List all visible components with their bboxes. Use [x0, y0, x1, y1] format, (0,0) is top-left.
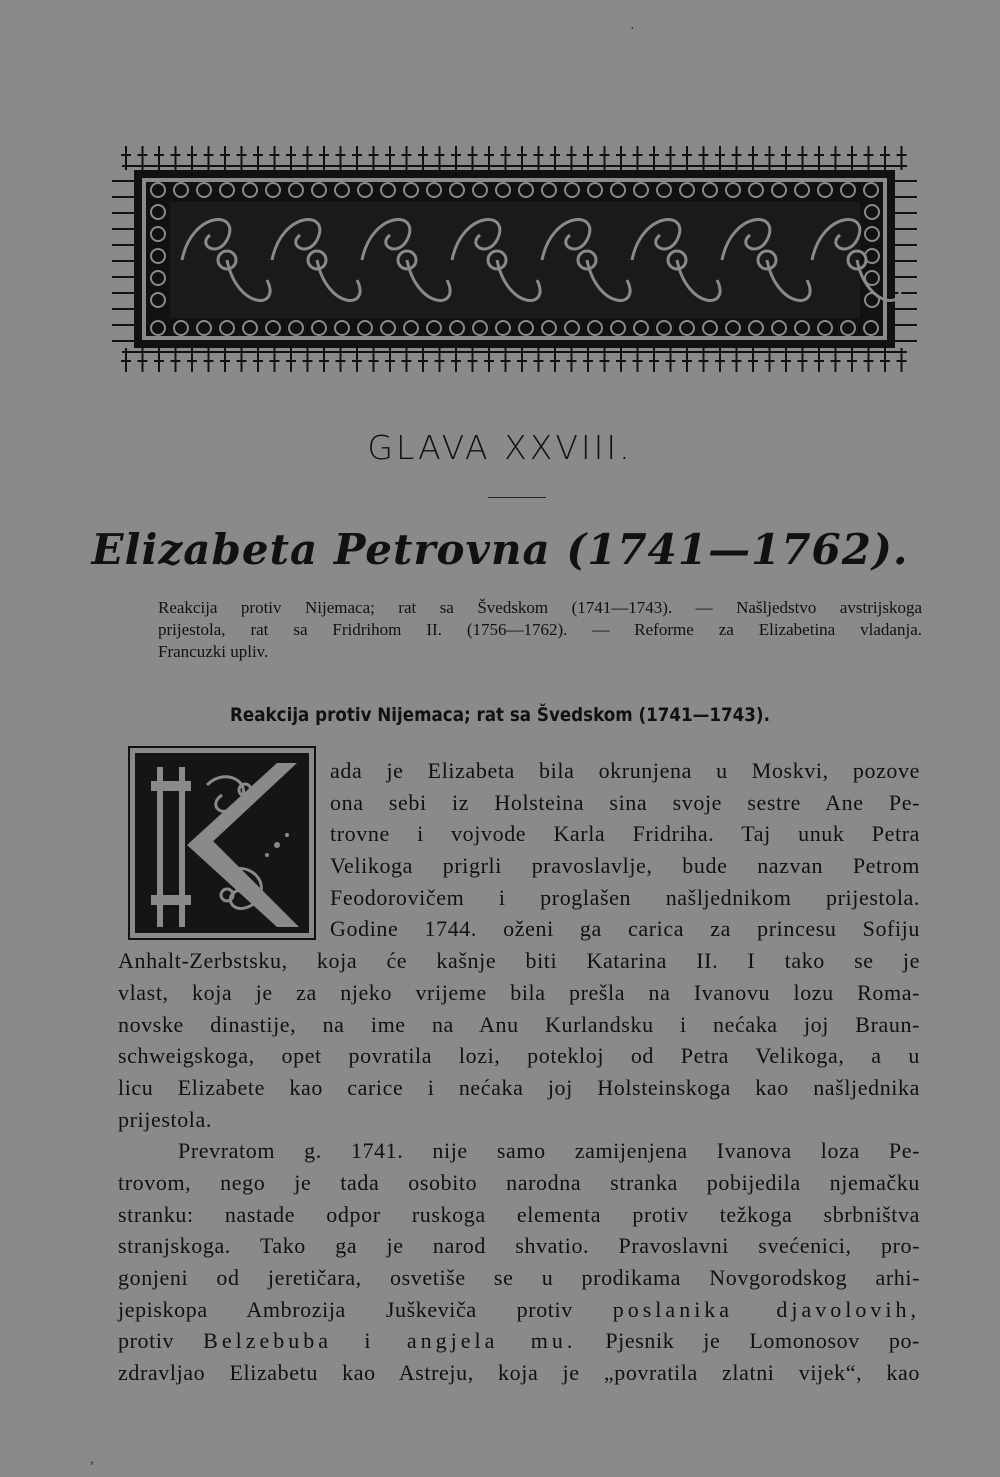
body-line: vlast, koja je za njeko vrijeme bila prešla na Ivanovu lozu Roma-: [118, 979, 920, 1005]
body-line: ada je Elizabeta bila okrunjena u Moskvi, pozove: [330, 758, 920, 783]
body-line: schweigskoga, opet povratila lozi, potekloj od Petra Velikoga, a u: [118, 1043, 920, 1069]
body-line: Godine 1744. oženi ga carica za princesu Sofiju: [330, 916, 920, 942]
chapter-divider: [488, 497, 546, 498]
spaced-emphasis: Belzebuba i angjela mu.: [203, 1328, 577, 1354]
body-line: Feodorovičem i proglašen našljednikom prijestola.: [330, 884, 920, 910]
body-line: trovom, nego je tada osobito narodna stranka pobijedila njemačku: [118, 1169, 920, 1195]
body-line: ona sebi iz Holsteina sina svoje sestre Ane Pe-: [330, 789, 920, 815]
section-subheading: Reakcija protiv Nijemaca; rat sa Švedskom (1741—1743).: [230, 704, 770, 726]
body-fragment: protiv: [118, 1328, 175, 1354]
body-line: Velikoga prigrli pravoslavlje, bude nazvan Petrom: [330, 853, 920, 879]
body-line-mixed: [118, 1325, 920, 1357]
chapter-summary: [158, 597, 922, 663]
summary-line: Reakcija protiv Nijemaca; rat sa Švedskom (1741—1743). — Našljedstvo avstrijskoga: [158, 598, 922, 617]
chapter-heading: GLAVA XXVIII.: [367, 428, 633, 467]
summary-line: prijestola, rat sa Fridrihom II. (1756—1762). — Reforme za Elizabetina vladanja.: [158, 620, 922, 639]
body-fragment: Pjesnik je Lomonosov po-: [605, 1328, 920, 1354]
summary-line: Francuzki upliv.: [158, 642, 269, 661]
spaced-emphasis: poslanika djavolovih,: [612, 1296, 920, 1322]
ornamental-headpiece: [112, 140, 917, 378]
body-line: stranjskoga. Tako ga je narod shvatio. Pravoslavni svećenici, pro-: [118, 1233, 920, 1259]
body-line: trovne i vojvode Karla Fridriha. Taj unuk Petra: [330, 821, 920, 847]
body-line: stranku: nastade odpor ruskoga elementa protiv težkoga sbrbništva: [118, 1201, 920, 1227]
body-line: Prevratom g. 1741. nije samo zamijenjena Ivanova loza Pe-: [178, 1138, 920, 1164]
body-line: novske dinastije, na ime na Anu Kurlandsku i nećaka joj Braun-: [118, 1011, 920, 1037]
print-speck: ·: [630, 22, 635, 37]
body-line: Anhalt-Zerbstsku, koja će kašnje biti Katarina II. I tako se je: [118, 948, 920, 974]
body-line-mixed: [118, 1294, 920, 1326]
body-line: licu Elizabete kao carice i nećaka joj Holsteinskoga kao našljednika: [118, 1074, 920, 1100]
body-line: prijestola.: [118, 1106, 212, 1132]
body-text: [118, 755, 920, 1389]
print-speck: ,: [90, 1452, 94, 1467]
body-line: zdravljao Elizabetu kao Astreju, koja je „povratila zlatni vijek“, kao: [118, 1360, 920, 1386]
body-fragment: jepiskopa Ambrozija Juškeviča protiv: [118, 1296, 573, 1322]
body-line: gonjeni od jeretičara, osvetiše se u prodikama Novgorodskog arhi-: [118, 1265, 920, 1290]
chapter-title: Elizabeta Petrovna (1741—1762).: [91, 525, 909, 574]
